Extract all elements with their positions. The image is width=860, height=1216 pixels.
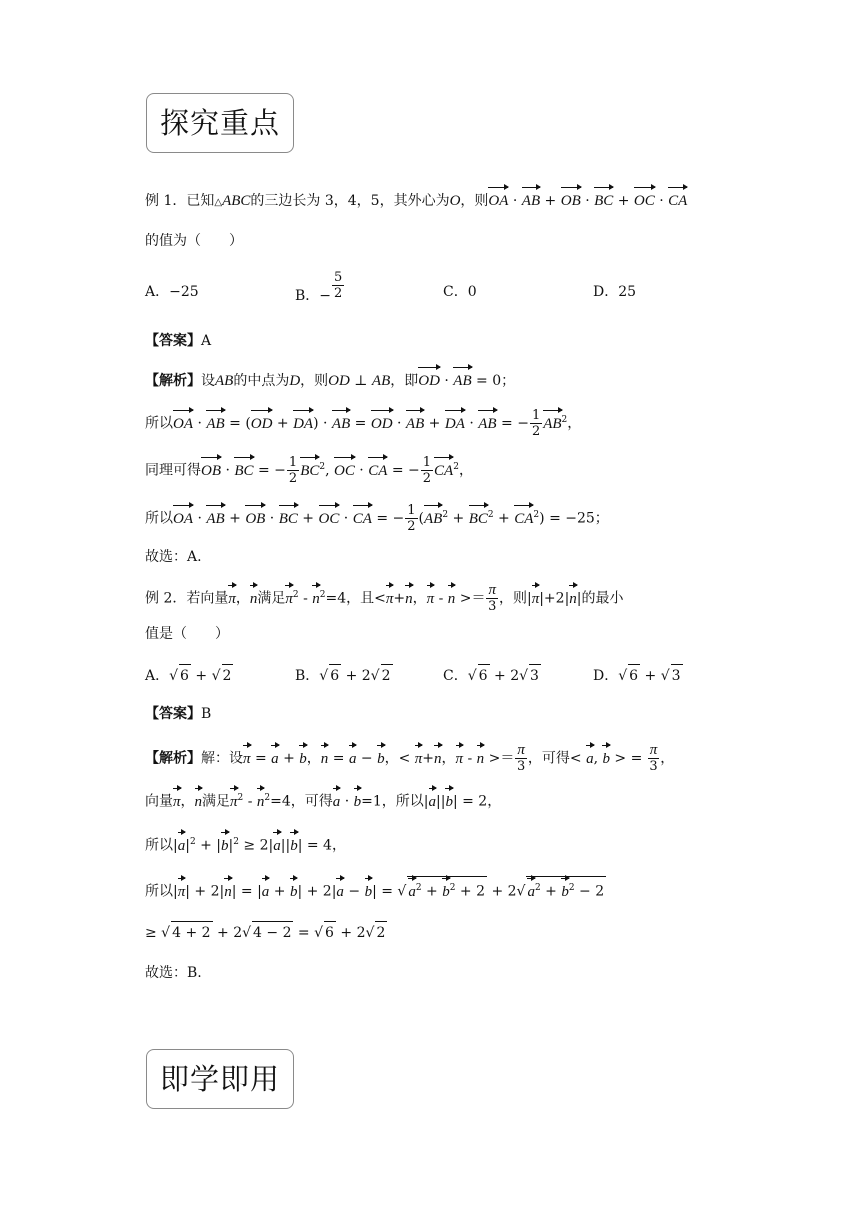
- example2-analysis-line3: 所以$|a|^2 + |b|^2 \ge 2|a||b| = 4$，: [145, 831, 346, 857]
- example1-option-d: D．25: [593, 284, 637, 300]
- example2-analysis-line5: ≥ √ 4 + 2 + 2√ 4 − 2 = √ 6 + 2√ 2: [145, 921, 387, 944]
- example1-option-b: B．− $\frac{5}{2}$: [295, 270, 343, 304]
- example1-question-line2: 的值为（ ）: [145, 233, 243, 249]
- example1-option-c: C．0: [443, 284, 477, 300]
- example1-analysis-line1: 【解析】设AB的中点为D，则OD ⊥ AB，即OD · AB = 0；: [145, 370, 515, 392]
- example1-conclusion: 故选：A.: [145, 549, 202, 565]
- example1-analysis-line4: 所以OA · AB + OB · BC + OC · CA = − $\frac{1}{2}$ $(AB^2 + BC^2 + CA^2) = -25$；: [145, 503, 609, 534]
- example1-text1: 的三边长为 3，4，5，其外心为: [250, 193, 450, 209]
- example2-conclusion: 故选：B.: [145, 965, 202, 981]
- example1-answer: 【答案】A: [145, 333, 212, 349]
- example1-analysis-line2: 所以OA · AB = (OD + DA) · AB = OD · AB + DA · AB = − $\frac{1}{2}$ $AB^2$，: [145, 408, 582, 439]
- example1-text2: ，则: [460, 193, 489, 209]
- example2-option-a: A．√ 6 + √ 2: [145, 664, 233, 687]
- section-heading-explore: 探究重点: [146, 93, 294, 153]
- triangle-symbol: △: [214, 197, 223, 208]
- example1-analysis-line3: 同理可得OB · BC = − $\frac{1}{2}$ $BC^2$, OC · CA = − $\frac{1}{2}$ $CA^2$，: [145, 455, 473, 486]
- example2-question-line2: 值是（ ）: [145, 626, 229, 642]
- example2-question: 例 2．若向量π，n满足$\pi^2 - n^2=4$，且<π+n，π - n >＝ $\frac{\pi}{3}$ ，则|π|+2|n|的最小: [145, 582, 624, 614]
- example2-option-c: C．√ 6 + 2√ 3: [443, 664, 541, 687]
- section-heading-practice: 即学即用: [146, 1049, 294, 1109]
- example1-label: 例 1．已知: [145, 193, 215, 209]
- example2-analysis-line4: 所以|π| + 2|n| = |a + b| + 2|a − b| = √ $a^2 + b^2 + 2 + 2√$ $a^2 + b^2 - 2$: [145, 876, 606, 903]
- example2-analysis-line1: 【解析】解：设π = a + b，n = a − b，< π+n，π - n >＝ $\frac{\pi}{3}$ ，可得< a, b > = $\frac{\pi}{3}$ ，: [145, 742, 675, 774]
- triangle-name: ABC: [222, 193, 251, 209]
- example2-option-d: D．√ 6 + √ 3: [593, 664, 683, 687]
- circumcenter: O: [449, 193, 461, 209]
- example2-analysis-line2: 向量π，n满足$\pi^2 - n^2=4$，可得a · b=1，所以|a||b| = 2，: [145, 787, 501, 813]
- example1-question: 例 1．已知△ABC的三边长为 3，4，5，其外心为O，则OA · AB + OB · BC + OC · CA: [145, 190, 687, 214]
- example2-answer: 【答案】B: [145, 706, 212, 722]
- example1-option-a: A．−25: [145, 284, 199, 300]
- example2-option-b: B．√ 6 + 2√ 2: [295, 664, 393, 687]
